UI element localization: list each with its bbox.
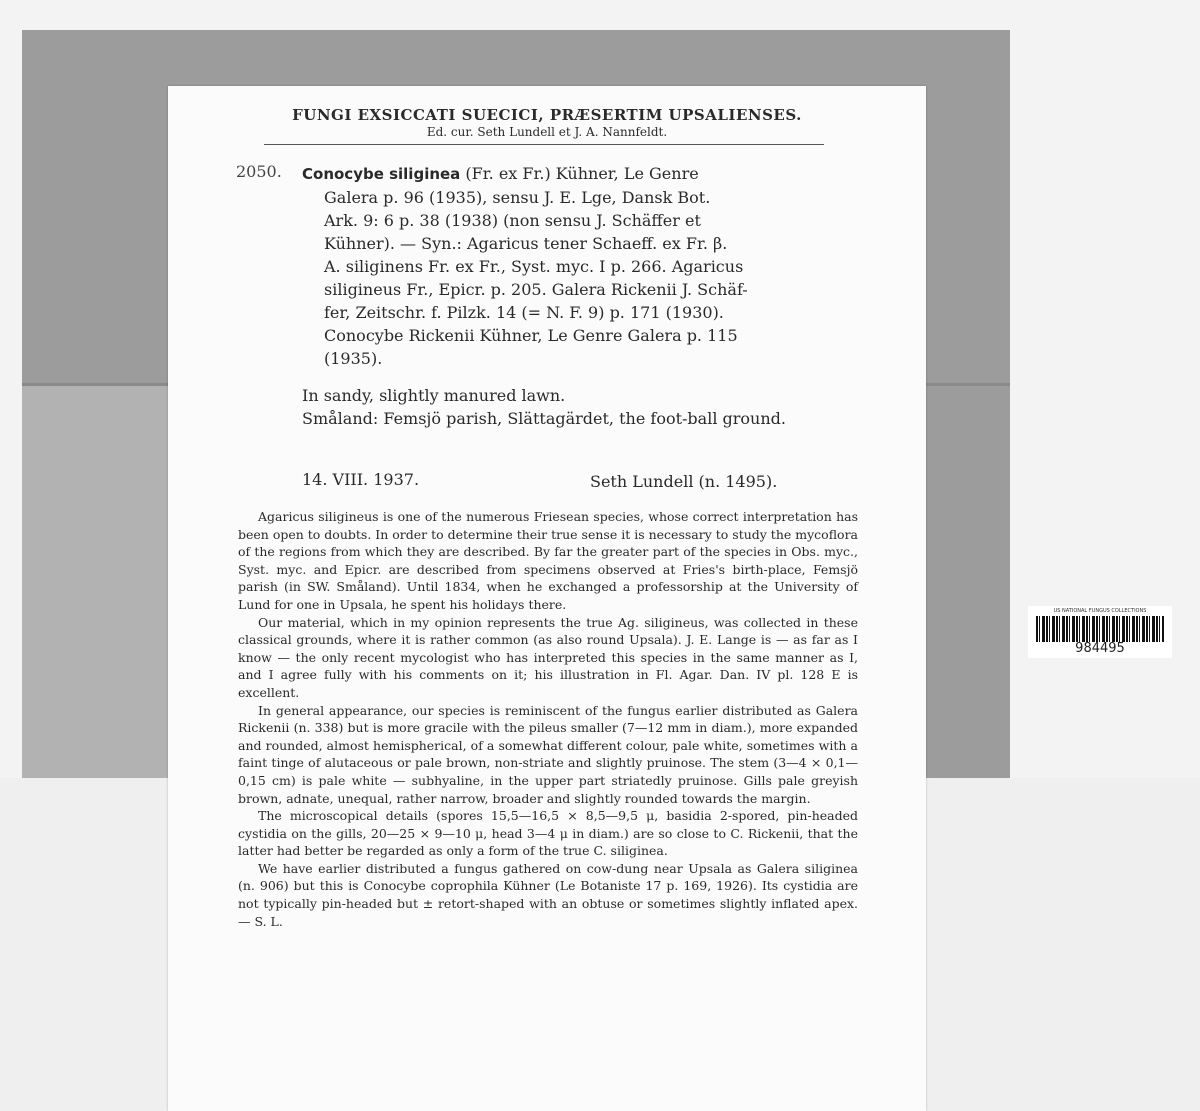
entry-line-2: Ark. 9: 6 p. 38 (1938) (non sensu J. Schäffer et <box>324 211 701 230</box>
barcode-header: US NATIONAL FUNGUS COLLECTIONS <box>1053 608 1147 614</box>
entry-line-4: A. siliginens Fr. ex Fr., Syst. myc. I p. 266. Agaricus <box>324 257 744 276</box>
notes-paragraph: In general appearance, our species is reminiscent of the fungus earlier distributed as Galera Rickenii (n. 338) but is more gracile with the pileus smaller (7—12 mm in diam.), more expanded and rounded, almost hemispherical, of a somewhat different colour, pale white, sometimes with a faint tinge of alutaceous or pale brown, non-striate and slightly pruinose. The stem (3—4 × 0,1—0,15 cm) is pale white — subhyaline, in the upper part striatedly pruinose. Gills pale greyish brown, adnate, unequal, rather narrow, broader and slightly rounded towards the margin. <box>238 702 858 806</box>
notes-section <box>238 508 858 930</box>
editors-line: Ed. cur. Seth Lundell et J. A. Nannfeldt. <box>426 125 668 139</box>
barcode-label <box>1028 606 1172 658</box>
nomenclature-block <box>302 162 856 370</box>
entry-line-3: Kühner). — Syn.: Agaricus tener Schaeff. ex Fr. β. <box>324 234 728 253</box>
notes-paragraph: Our material, which in my opinion represents the true Ag. siligineus, was collected in these classical grounds, where it is rather common (as also round Upsala). J. E. Lange is — as far as I know — the only recent mycologist who has interpreted this species in the same manner as I, and I agree fully with his comments on it; his illustration in Fl. Agar. Dan. IV pl. 128 E is excellent. <box>238 614 858 700</box>
barcode-number: 984495 <box>1075 641 1125 656</box>
title-divider <box>264 144 824 145</box>
entry-line-7: Conocybe Rickenii Kühner, Le Genre Galera p. 115 <box>324 326 738 345</box>
locality: Småland: Femsjö parish, Slättagärdet, the foot-ball ground. <box>302 409 786 428</box>
notes-paragraph: We have earlier distributed a fungus gathered on cow-dung near Upsala as Galera siliginea (n. 906) but this is Conocybe coprophila Kühner (Le Botaniste 17 p. 169, 1926). Its cystidia are not typically pin-headed but ± retort-shaped with an obtuse or sometimes slightly inflated apex. — S. L. <box>238 860 858 929</box>
entry-line-0: (Fr. ex Fr.) Kühner, Le Genre <box>465 164 699 183</box>
exsiccata-label <box>168 86 926 1111</box>
habitat: In sandy, slightly manured lawn. <box>302 386 566 405</box>
barcode-icon <box>1036 616 1164 642</box>
species-name: Conocybe siliginea <box>302 165 461 183</box>
notes-paragraph: Agaricus siligineus is one of the numerous Friesean species, whose correct interpretation has been open to doubts. In order to determine their true sense it is necessary to study the mycoflora of the regions from which they are described. By far the greater part of the species in Obs. myc., Syst. myc. and Epicr. are described from specimens observed at Fries's birth-place, Femsjö parish (in SW. Småland). Until 1834, when he exchanged a professorship at the University of Lund for one in Upsala, he spent his holidays there. <box>238 509 858 612</box>
entry-line-8: (1935). <box>324 349 383 368</box>
collector: Seth Lundell (n. 1495). <box>590 472 778 491</box>
collection-date: 14. VIII. 1937. <box>302 470 420 489</box>
series-title: FUNGI EXSICCATI SUECICI, PRÆSERTIM UPSALIENSES. <box>292 106 802 124</box>
notes-paragraph: The microscopical details (spores 15,5—16,5 × 8,5—9,5 μ, basidia 2-spored, pin-headed cystidia on the gills, 20—25 × 9—10 μ, head 3—4 μ in diam.) are so close to C. Rickenii, that the latter had better be regarded as only a form of the true C. siliginea. <box>238 808 858 859</box>
entry-line-5: siligineus Fr., Epicr. p. 205. Galera Rickenii J. Schäf- <box>324 280 748 299</box>
entry-line-1: Galera p. 96 (1935), sensu J. E. Lge, Dansk Bot. <box>324 188 711 207</box>
folder-flap <box>22 386 172 778</box>
entry-line-6: fer, Zeitschr. f. Pilzk. 14 (= N. F. 9) p. 171 (1930). <box>324 303 724 322</box>
entry-number: 2050. <box>236 162 282 181</box>
